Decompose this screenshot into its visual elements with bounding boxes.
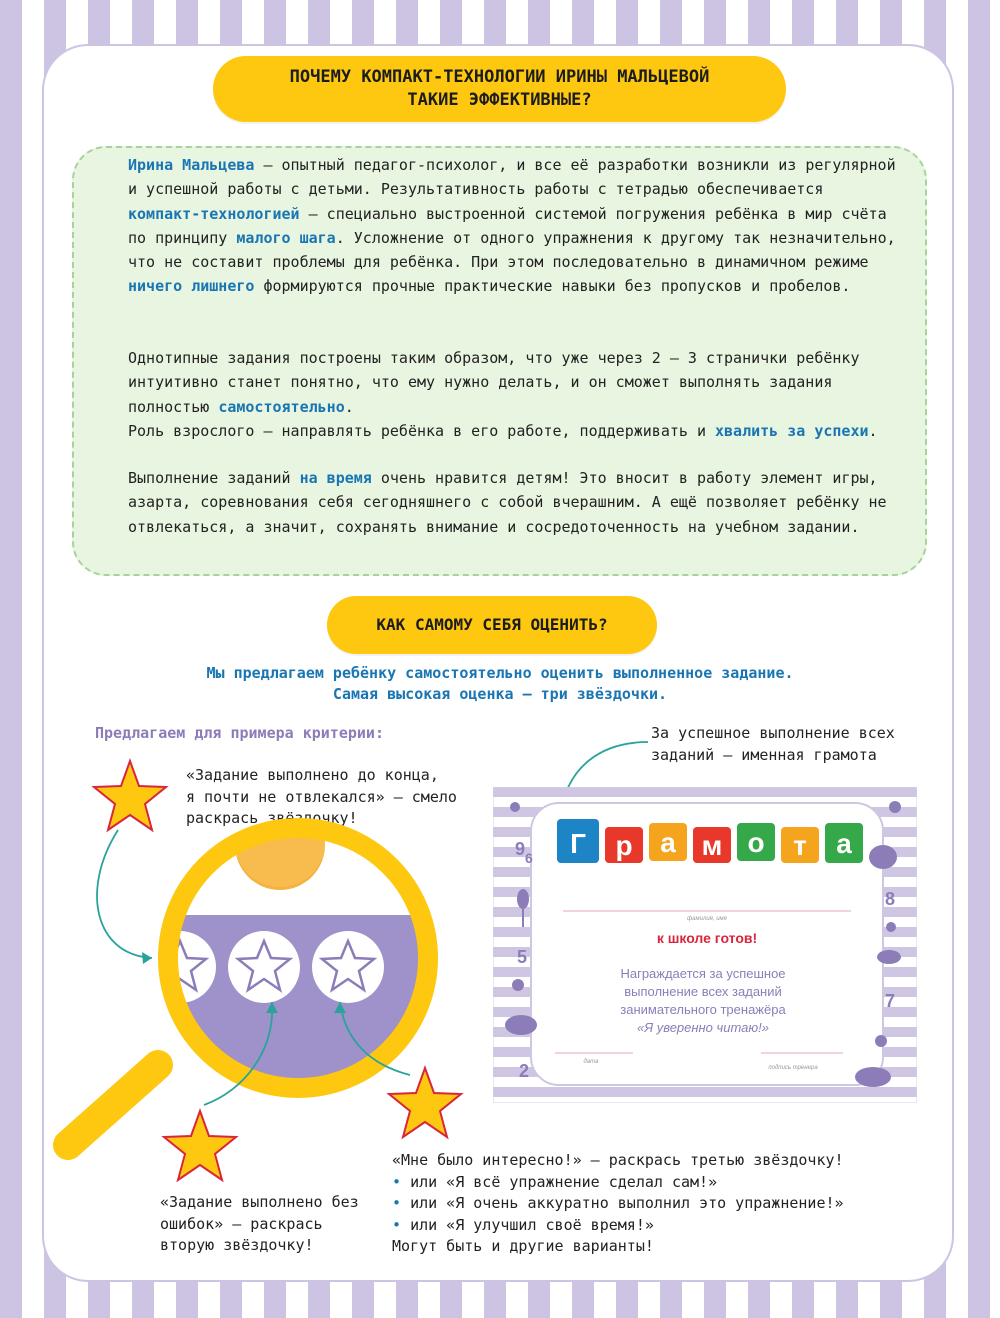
certificate-body-line: Награждается за успешное <box>620 966 786 981</box>
certificate-number: 5 <box>517 947 528 967</box>
paragraph-independence <box>128 346 898 443</box>
certificate-letter: т <box>793 830 807 861</box>
subtitle-line2: Самая высокая оценка — три звёздочки. <box>332 685 668 703</box>
options-footer: Могут быть и другие варианты! <box>392 1237 654 1255</box>
bullet-icon: • <box>392 1172 402 1191</box>
paragraph-intro <box>128 153 898 299</box>
option-item: или «Я улучшил своё время!» <box>410 1215 654 1234</box>
certificate-letter: а <box>836 828 852 859</box>
paragraph-timing <box>128 466 898 539</box>
certificate-image <box>493 787 917 1103</box>
section-title-line2: ТАКИЕ ЭФФЕКТИВНЫЕ? <box>407 90 592 110</box>
bullet-icon: • <box>392 1194 402 1212</box>
criterion-2-line: ошибок» — раскрась <box>160 1214 323 1233</box>
paragraph-text: . Усложнение от одного упражнения к другому так незначительно, что не составит проблемы для ребёнка. При этом последовательно в динамичном режиме <box>128 228 896 272</box>
certificate-note-line: За успешное выполнение всех <box>651 724 895 742</box>
paragraph-text: . <box>344 397 354 416</box>
arrow-to-star-1 <box>97 830 152 958</box>
criterion-2-line: «Задание выполнено без <box>160 1193 359 1211</box>
paragraph-text: . <box>868 421 878 440</box>
option-item: или «Я всё упражнение сделал сам!» <box>410 1172 718 1191</box>
certificate-number: 6 <box>525 850 533 866</box>
paragraph-text: формируются прочные практические навыки без пропусков и пробелов. <box>254 277 851 296</box>
highlight-small-step: малого шага <box>236 228 336 247</box>
section-title-effective <box>213 56 786 122</box>
criterion-3-text <box>392 1150 844 1258</box>
certificate-headline: к школе готов! <box>656 930 758 946</box>
criterion-1-line: я почти не отвлекался» — смело <box>186 787 457 806</box>
highlight-nothing-extra: ничего лишнего <box>128 277 255 296</box>
certificate-letter: а <box>660 827 676 858</box>
certificate-letter: р <box>615 830 633 861</box>
criteria-label: Предлагаем для примера критерии: <box>95 724 384 742</box>
criterion-1-line: «Задание выполнено до конца, <box>186 766 439 784</box>
bullet-icon: • <box>392 1215 402 1234</box>
certificate-letter: м <box>701 830 723 861</box>
certificate-number: 7 <box>885 991 896 1011</box>
criterion-2-text <box>160 1192 359 1257</box>
certificate-letter: Г <box>570 828 586 859</box>
paragraph-text: — специально выстроенной системой погружения ребёнка в мир счёта по принципу <box>128 204 887 247</box>
highlight-on-time: на время <box>299 469 372 487</box>
criterion-3-line: «Мне было интересно!» — раскрась третью звёздочку! <box>392 1151 844 1169</box>
certificate-number: 9 <box>515 839 526 859</box>
criterion-2-line: вторую звёздочку! <box>160 1236 314 1254</box>
paragraph-text: очень нравится детям! Это вносит в работу элемент игры, азарта, соревнования себя сегодняшнего с собой вчерашним. А ещё позволяет ребёнку не отвлекаться, а значит, сохранять внимание и сосредоточенность на учебном задании. <box>128 469 887 536</box>
paragraph-text: Однотипные задания построены таким образом, что уже через 2 – 3 странички ребёнку интуитивно станет понятно, что ему нужно делать, и он сможет выполнять задания полностью <box>128 349 860 416</box>
certificate-sign-label: подпись тренера <box>768 1065 818 1071</box>
star-icon-criterion-1 <box>90 758 170 834</box>
highlight-praise: хвалить за успехи <box>715 421 869 440</box>
certificate-note-line: заданий — именная грамота <box>651 745 877 764</box>
paragraph-text: Роль взрослого — направлять ребёнка в его работе, поддерживать и <box>128 421 715 440</box>
highlight-independent: самостоятельно <box>218 397 345 416</box>
certificate-number: 2 <box>519 1061 530 1081</box>
certificate-body-line: выполнение всех заданий <box>624 984 782 999</box>
certificate-number: 8 <box>885 889 896 909</box>
highlight-author: Ирина Мальцева <box>128 156 255 174</box>
highlight-compact-tech: компакт-технологией <box>128 204 300 223</box>
certificate-body-line: «Я уверенно читаю!» <box>636 1020 770 1035</box>
section-title-line1: ПОЧЕМУ КОМПАКТ-ТЕХНОЛОГИИ ИРИНЫ МАЛЬЦЕВОЙ <box>289 67 710 87</box>
magnifier-handle <box>68 1065 158 1145</box>
certificate-body-line: занимательного тренажёра <box>620 1002 786 1017</box>
option-item: или «Я очень аккуратно выполнил это упражнение!» <box>410 1194 844 1212</box>
paragraph-text: Выполнение заданий <box>128 469 300 487</box>
paragraph-text: — опытный педагог-психолог, и все её разработки возникли из регулярной и успешной работы с детьми. Результативность работы с тетрадью обеспечивается <box>128 156 896 199</box>
certificate-letter: о <box>747 827 765 858</box>
criterion-1-line: раскрась звёздочку! <box>186 809 358 827</box>
certificate-note <box>651 723 895 766</box>
certificate-field-name: фамилия, имя <box>687 916 727 922</box>
certificate-date-label: дата <box>583 1059 599 1065</box>
subtitle-line1: Мы предлагаем ребёнку самостоятельно оценить выполненное задание. <box>206 664 794 682</box>
star-icon-criterion-2 <box>160 1108 240 1184</box>
star-icon-criterion-3 <box>385 1065 465 1141</box>
section-title-self-assessment: КАК САМОМУ СЕБЯ ОЦЕНИТЬ? <box>327 596 657 654</box>
